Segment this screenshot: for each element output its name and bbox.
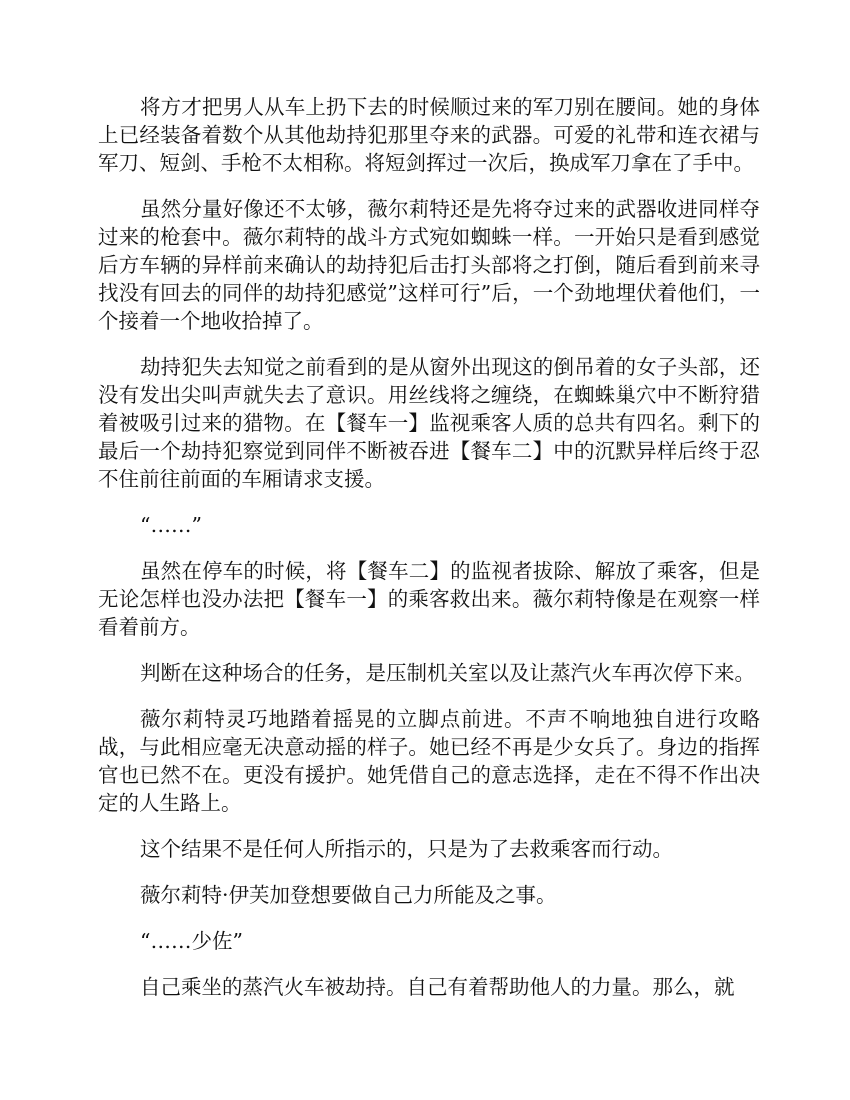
paragraph: 虽然在停车的时候，将【餐车二】的监视者拔除、解放了乘客，但是无论怎样也没办法把【餐车一】的乘客救出来。薇尔莉特像是在观察一样看着前方。	[98, 559, 760, 639]
document-page	[98, 93, 760, 1019]
paragraph: 这个结果不是任何人所指示的，只是为了去救乘客而行动。	[140, 837, 673, 861]
paragraph: 自己乘坐的蒸汽火车被劫持。自己有着帮助他人的力量。那么，就	[140, 975, 735, 999]
paragraph: 薇尔莉特灵巧地踏着摇晃的立脚点前进。不声不响地独自进行攻略战，与此相应毫无决意动摇的样子。她已经不再是少女兵了。身边的指挥官也已然不在。更没有援护。她凭借自己的意志选择，走在不得不作出决定的人生路上。	[98, 707, 760, 815]
paragraph: “……少佐”	[140, 929, 243, 953]
paragraph: 虽然分量好像还不太够，薇尔莉特还是先将夺过来的武器收进同样夺过来的枪套中。薇尔莉特的战斗方式宛如蜘蛛一样。一开始只是看到感觉后方车辆的异样前来确认的劫持犯后击打头部将之打倒，随后看到前来寻找没有回去的同伴的劫持犯感觉”这样可行”后，一个劲地埋伏着他们，一个接着一个地收拾掉了。	[98, 197, 760, 333]
paragraph: 判断在这种场合的任务，是压制机关室以及让蒸汽火车再次停下来。	[140, 661, 755, 685]
paragraph: 劫持犯失去知觉之前看到的是从窗外出现这的倒吊着的女子头部，还没有发出尖叫声就失去了意识。用丝线将之缠绕，在蜘蛛巢穴中不断狩猎着被吸引过来的猎物。在【餐车一】监视乘客人质的总共有四名。剩下的最后一个劫持犯察觉到同伴不断被吞进【餐车二】中的沉默异样后终于忍不住前往前面的车厢请求支援。	[98, 355, 760, 491]
paragraph: 将方才把男人从车上扔下去的时候顺过来的军刀别在腰间。她的身体上已经装备着数个从其他劫持犯那里夺来的武器。可爱的礼带和连衣裙与军刀、短剑、手枪不太相称。将短剑挥过一次后，换成军刀拿在了手中。	[98, 95, 760, 175]
paragraph: “……”	[140, 513, 202, 537]
paragraph: 薇尔莉特·伊芙加登想要做自己力所能及之事。	[140, 883, 557, 907]
